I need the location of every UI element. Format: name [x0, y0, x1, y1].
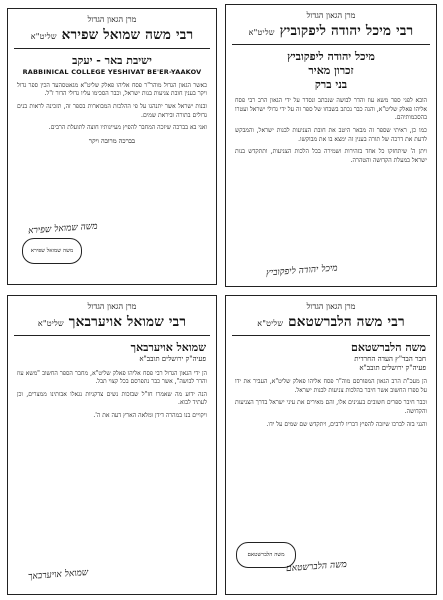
letterhead-line: שמואל אויערבאך: [130, 341, 206, 354]
letter-body: [226, 91, 436, 165]
rabbinic-stamp: משה הלברשטאם: [236, 542, 296, 568]
rabbinic-stamp: משה שמואל שפירא: [22, 238, 82, 264]
letterhead-line: זכרון מאיר: [308, 63, 354, 77]
honorific-suffix: שליט"א: [37, 319, 64, 328]
header-title: מרן הגאון הגדול: [87, 302, 137, 311]
paragraph: כאשר הגאון הגדול מוהר"ר פסח אליהו פאלק שליט"א מגאטסהעד הכין ספר גדול ויקר בענין חובת צניעות בנות ישראל, וכבר הסכימו עליו גדולי הדור ז"ל.: [17, 81, 207, 98]
rabbi-name-text: רבי מיכל יהודה ליפקוביץ: [279, 23, 414, 39]
handwritten-signature: משה הלברשטאם: [285, 559, 348, 575]
letter-body: [8, 76, 216, 133]
paragraph: ויקויים בנו במהרה דידן ומלאה הארץ דעה את ה'.: [93, 411, 207, 419]
paragraph: וכבר חיבר ספרים חשובים בענינים אלו, והם מאירים את עיני ישראל בדרך הצניעות והקדושה.: [235, 399, 427, 416]
header-title: מרן הגאון הגדול: [87, 15, 137, 24]
letterhead: [226, 341, 436, 372]
letterhead: [226, 50, 436, 91]
rabbi-name: [230, 23, 432, 39]
approbation-letter-shapira: [7, 8, 217, 285]
header-divider: [232, 44, 430, 45]
honorific-suffix: שליט"א: [248, 28, 275, 37]
letterhead-line: בני ברק: [314, 77, 348, 91]
letterhead-line-english: RABBINICAL COLLEGE YESHIVAT BE'ER-YAAKOV: [22, 67, 202, 76]
honorific-suffix: שליט"א: [30, 32, 57, 41]
paragraph: והנני בזה לברכו שיזכה להפיץ דבריו לרבים, ויתקדש שם שמים על ידו.: [266, 420, 427, 428]
paragraph: כמו כן, ראיתי שספר זה מבאר היטב את חובת הצניעות לבנות ישראל, והמבקש לדעת את דרכה של תורה בענין זה ימצא בו את מבוקשו.: [235, 127, 427, 143]
header-divider: [14, 48, 210, 49]
handwritten-signature: מיכל יהודה ליפקוביץ: [265, 263, 338, 279]
rabbi-name: [12, 27, 212, 43]
handwritten-signature: משה שמואל שפירא: [27, 221, 98, 237]
honorific-suffix: שליט"א: [257, 319, 284, 328]
letterhead-line: מיכל יהודה ליפקוביץ: [287, 50, 375, 63]
letterhead-line: חבר הבד"ץ העדה החרדית: [354, 354, 426, 363]
closing-line: בברכה מרובה ויקר: [88, 136, 136, 145]
letterhead: [8, 54, 216, 76]
rabbi-name: [230, 314, 432, 330]
paragraph: ואני בא בברכה שיזכה המחבר להפיץ מעיינותיו חוצה לתועלת הרבים.: [48, 124, 207, 132]
rabbi-name-text: רבי שמואל אויערבאך: [68, 314, 187, 330]
letterhead: [8, 341, 216, 364]
letter-body: [8, 364, 216, 421]
letterhead-line: משה הלברשטאם: [350, 341, 426, 354]
handwritten-signature: שמואל אויערבאך: [27, 567, 89, 583]
paragraph: הנה ידוע מה שאמרו חז"ל שבזכות נשים צדקניות נגאלו אבותינו ממצרים, וכן לעתיד לבוא.: [17, 390, 207, 407]
approbation-letter-auerbach: [7, 295, 217, 595]
paragraph: הובא לפני ספר משא עוז והדר לבושה שנכתב ונסדר על ידי הגאון הרב רבי פסח אליהו פאלק שליט"א, והנה כבר נכתב בשבחו של ספר זה על ידי גדולי ישראל ועטרו בהסכמותיהם.: [235, 97, 427, 122]
approbation-letter-lefkowitz: [225, 4, 437, 287]
header-divider: [232, 335, 430, 336]
rabbi-name: [12, 314, 212, 330]
letterhead-line: פעיה"ק ירושלים תובב"א: [139, 354, 206, 363]
header-title: מרן הגאון הגדול: [306, 302, 356, 311]
paragraph: הן מעכ"ת הרב הגאון המפורסם מוה"ר פסח אליהו פאלק שליט"א, העביר את ידו על ספרו החשוב אשר חיבר בהלכות צניעות לבנות ישראל.: [235, 378, 427, 394]
paragraph: ובנות ישראל אשר יתנהגו על פי ההלכות המבוארות בספר זה, תזכינה לראות בנים גדולים בתורה וביראת שמים.: [17, 103, 207, 119]
paragraph: ויתן ה' שיתחזקו כל אחד בזהירות ושמירה בכל הלכות הצניעות, ותתקדש בנות ישראל במעלת הקדושה והטהרה.: [235, 148, 427, 164]
letter-body: [226, 372, 436, 429]
letterhead-line: פעיה"ק ירושלים תובב"א: [359, 363, 426, 372]
header-title: מרן הגאון הגדול: [306, 11, 356, 20]
header-divider: [14, 335, 210, 336]
paragraph: הן ידי הגאון הגדול רבי פסח אליהו פאלק שליט"א, מחבר הספר החשוב "משא עוז והדר לבושה", אשר כבר נתפרסם בכל קצוי תבל.: [17, 369, 207, 386]
letterhead-line: ישיבת באר - יעקב: [72, 54, 152, 67]
rabbi-name-text: רבי משה שמואל שפירא: [61, 27, 194, 43]
rabbi-name-text: רבי משה הלברשטאם: [288, 314, 405, 330]
approbation-letter-halberstam: [225, 295, 437, 595]
